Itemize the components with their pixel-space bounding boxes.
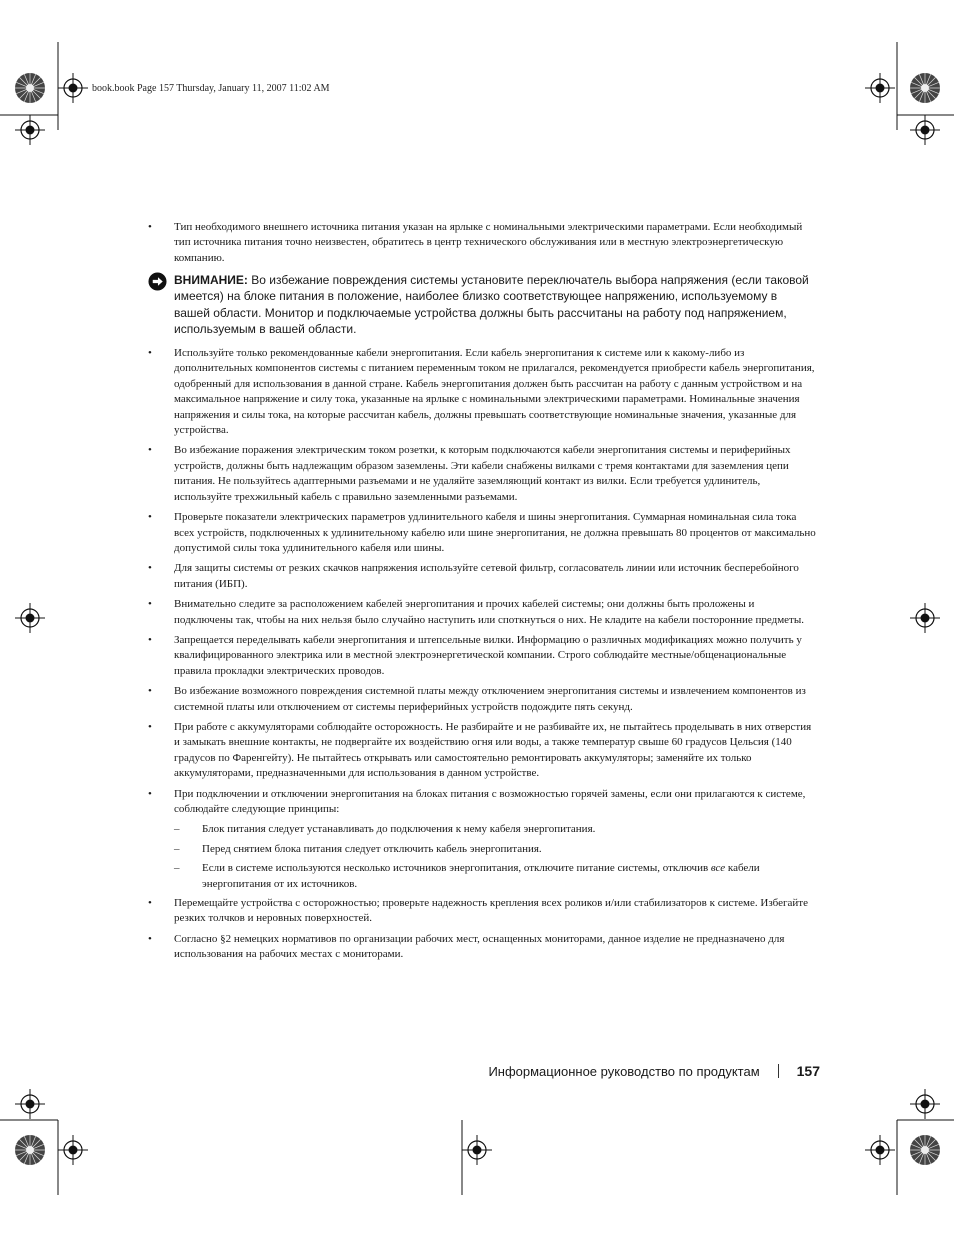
list-item bbox=[148, 633, 816, 679]
sub-list-item bbox=[148, 842, 816, 857]
notice-icon bbox=[148, 272, 167, 291]
registration-mark-top-right bbox=[865, 73, 895, 103]
bullet-marker: • bbox=[148, 633, 152, 646]
list-item-text: Для защиты системы от резких скачков напряжения используйте сетевой фильтр, согласователь линии или источник бесперебойного питания (ИБП). bbox=[174, 562, 799, 590]
registration-mark-left-middle bbox=[15, 603, 45, 633]
registration-mark-right-lower bbox=[910, 1089, 940, 1119]
list-item bbox=[148, 684, 816, 715]
registration-mark-right-upper bbox=[910, 115, 940, 145]
sub-list-item-emphasis: все bbox=[710, 862, 726, 875]
dash-marker: – bbox=[174, 823, 180, 836]
list-item-text: Во избежание поражения электрическим током розетки, к которым подключаются кабели энергопитания системы и периферийных устройств, должны быть надлежащим образом заземлены. Эти кабели снабжены вилками с тремя контактами для заземления цепи питания. Не пользуйтесь адаптерными разъемами и не удаляйте заземляющий контакт из вилки. Если требуется удлинитель, используйте трехжильный кабель с правильно заземленными разъемами. bbox=[174, 444, 791, 503]
sub-list-item-text-end: кабели энергопитания от их источников. bbox=[202, 862, 760, 890]
notice-text: Во избежание повреждения системы установите переключатель выбора напряжения (если таковой имеется) на блоке питания в положение, наиболее близко соответствующее напряжению, используемому в вашей области. Монитор и подключаемые устройства должны быть рассчитаны на работу под напряжением, используемым в вашей области. bbox=[174, 273, 809, 336]
list-item-text: Согласно §2 немецких нормативов по организации рабочих мест, оснащенных мониторами, данное изделие не предназначено для использования на рабочих местах с мониторами. bbox=[174, 932, 785, 961]
list-item-text: Во избежание возможного повреждения системной платы между отключением энергопитания системы и извлечением компонентов из системной платы или отключением от системы периферийных устройств подождите пять секунд. bbox=[174, 685, 806, 713]
list-item bbox=[148, 561, 816, 592]
bullet-marker: • bbox=[148, 932, 152, 945]
page-content bbox=[148, 220, 816, 968]
list-item-text: Внимательно следите за расположением кабелей энергопитания и прочих кабелей системы; они должны быть проложены и подключены так, чтобы на них нельзя было случайно наступить или споткнуться о них. Не кладите на кабели посторонние предметы. bbox=[174, 598, 804, 626]
list-item-text: Проверьте показатели электрических параметров удлинительного кабеля и шины энергопитания. Суммарная номинальная сила тока всех устройств, подключенных к удлинительному кабелю или шине энергопитания, не должна превышать 80 процентов от максимально допустимой силы тока удлинительного кабеля или шины. bbox=[174, 511, 816, 554]
registration-mark-bottom-left bbox=[58, 1135, 88, 1165]
color-star-mark-top-left bbox=[15, 73, 45, 103]
bullet-marker: • bbox=[148, 221, 152, 233]
color-star-mark-top-right bbox=[910, 73, 940, 103]
list-item-text: Перемещайте устройства с осторожностью; проверьте надежность крепления всех роликов и/или стабилизаторов к системе. Избегайте резких толчков и неровных поверхностей. bbox=[174, 897, 808, 925]
registration-mark-right-middle bbox=[910, 603, 940, 633]
footer-separator bbox=[778, 1064, 779, 1078]
sub-list-item bbox=[148, 822, 816, 837]
registration-mark-top-left bbox=[58, 73, 88, 103]
list-item bbox=[148, 220, 816, 266]
list-item bbox=[148, 510, 816, 556]
list-item bbox=[148, 787, 816, 818]
list-item-text: При работе с аккумуляторами соблюдайте осторожность. Не разбирайте и не разбивайте их, не пытайтесь проделывать в них отверстия и замыкать внешние контакты, не подвергайте их воздействию огня или воды, а также температур свыше 60 градусов Цельсия (140 градусов по Фаренгейту). Не пытайтесь открывать или самостоятельно ремонтировать аккумуляторы; заменяйте их только аккумуляторами, предназначенными для использования в данном устройстве. bbox=[174, 720, 812, 780]
list-item bbox=[148, 932, 816, 963]
bullet-marker: • bbox=[148, 562, 152, 575]
color-star-mark-bottom-left bbox=[15, 1135, 45, 1165]
sub-list-item-text: Блок питания следует устанавливать до подключения к нему кабеля энергопитания. bbox=[202, 823, 596, 836]
footer-title: Информационное руководство по продуктам bbox=[488, 1063, 760, 1079]
list-item bbox=[148, 597, 816, 628]
page-footer bbox=[488, 1063, 820, 1079]
notice-block bbox=[148, 272, 816, 337]
list-item bbox=[148, 443, 816, 505]
sub-list-item bbox=[148, 861, 816, 892]
bullet-marker: • bbox=[148, 598, 152, 611]
registration-mark-bottom-right bbox=[865, 1135, 895, 1165]
sub-list-item-text: Если в системе используются несколько источников энергопитания, отключите питание системы, отключив bbox=[202, 862, 711, 875]
registration-mark-left-lower bbox=[15, 1089, 45, 1119]
list-item-text: Используйте только рекомендованные кабели энергопитания. Если кабель энергопитания к системе или к какому-либо из дополнительных компонентов системы с питанием переменным током не прилагался, рекомендуется приобрести кабель энергопитания, одобренный для использования в данной стране. Кабель энергопитания должен быть рассчитан на работу с данным устройством и на максимальное напряжение и силу тока, указанные на ярлыке с номинальными электрическими параметрами. Номинальные значения напряжения и силы тока, на которые рассчитан кабель, должны превышать соответствующие номинальные значения, указанные для устройства. bbox=[174, 347, 815, 437]
registration-mark-left-upper bbox=[15, 115, 45, 145]
page-number: 157 bbox=[796, 1063, 820, 1079]
list-item-text: При подключении и отключении энергопитания на блоках питания с возможностью горячей замены, если они прилагаются к системе, соблюдайте следующие принципы: bbox=[174, 787, 806, 815]
dash-marker: – bbox=[174, 862, 180, 875]
bullet-marker: • bbox=[148, 720, 152, 733]
list-item bbox=[148, 896, 816, 927]
bullet-marker: • bbox=[148, 444, 152, 457]
print-header: book.book Page 157 Thursday, January 11, 2007 11:02 AM bbox=[92, 83, 330, 94]
notice-label: ВНИМАНИЕ: bbox=[174, 273, 248, 288]
bullet-marker: • bbox=[148, 685, 152, 698]
bullet-marker: • bbox=[148, 897, 152, 910]
dash-marker: – bbox=[174, 842, 180, 855]
registration-mark-bottom-center bbox=[462, 1135, 492, 1165]
sub-list-item-text: Перед снятием блока питания следует отключить кабель энергопитания. bbox=[202, 842, 542, 855]
bullet-marker: • bbox=[148, 347, 152, 360]
bullet-marker: • bbox=[148, 787, 152, 800]
list-item-text: Тип необходимого внешнего источника питания указан на ярлыке с номинальными электрическими параметрами. Если необходимый тип источника питания точно неизвестен, обратитесь в центр технического обслуживания или в местную электроэнергетическую компанию. bbox=[174, 221, 803, 264]
list-item bbox=[148, 346, 816, 438]
list-item bbox=[148, 720, 816, 782]
color-star-mark-bottom-right bbox=[910, 1135, 940, 1165]
bullet-marker: • bbox=[148, 511, 152, 524]
list-item-text: Запрещается переделывать кабели энергопитания и штепсельные вилки. Информацию о различных модификациях можно получить у квалифицированного электрика или в местной электроэнергетической компании. Строго соблюдайте местные/общенациональные правила прокладки электрических проводов. bbox=[174, 633, 802, 677]
